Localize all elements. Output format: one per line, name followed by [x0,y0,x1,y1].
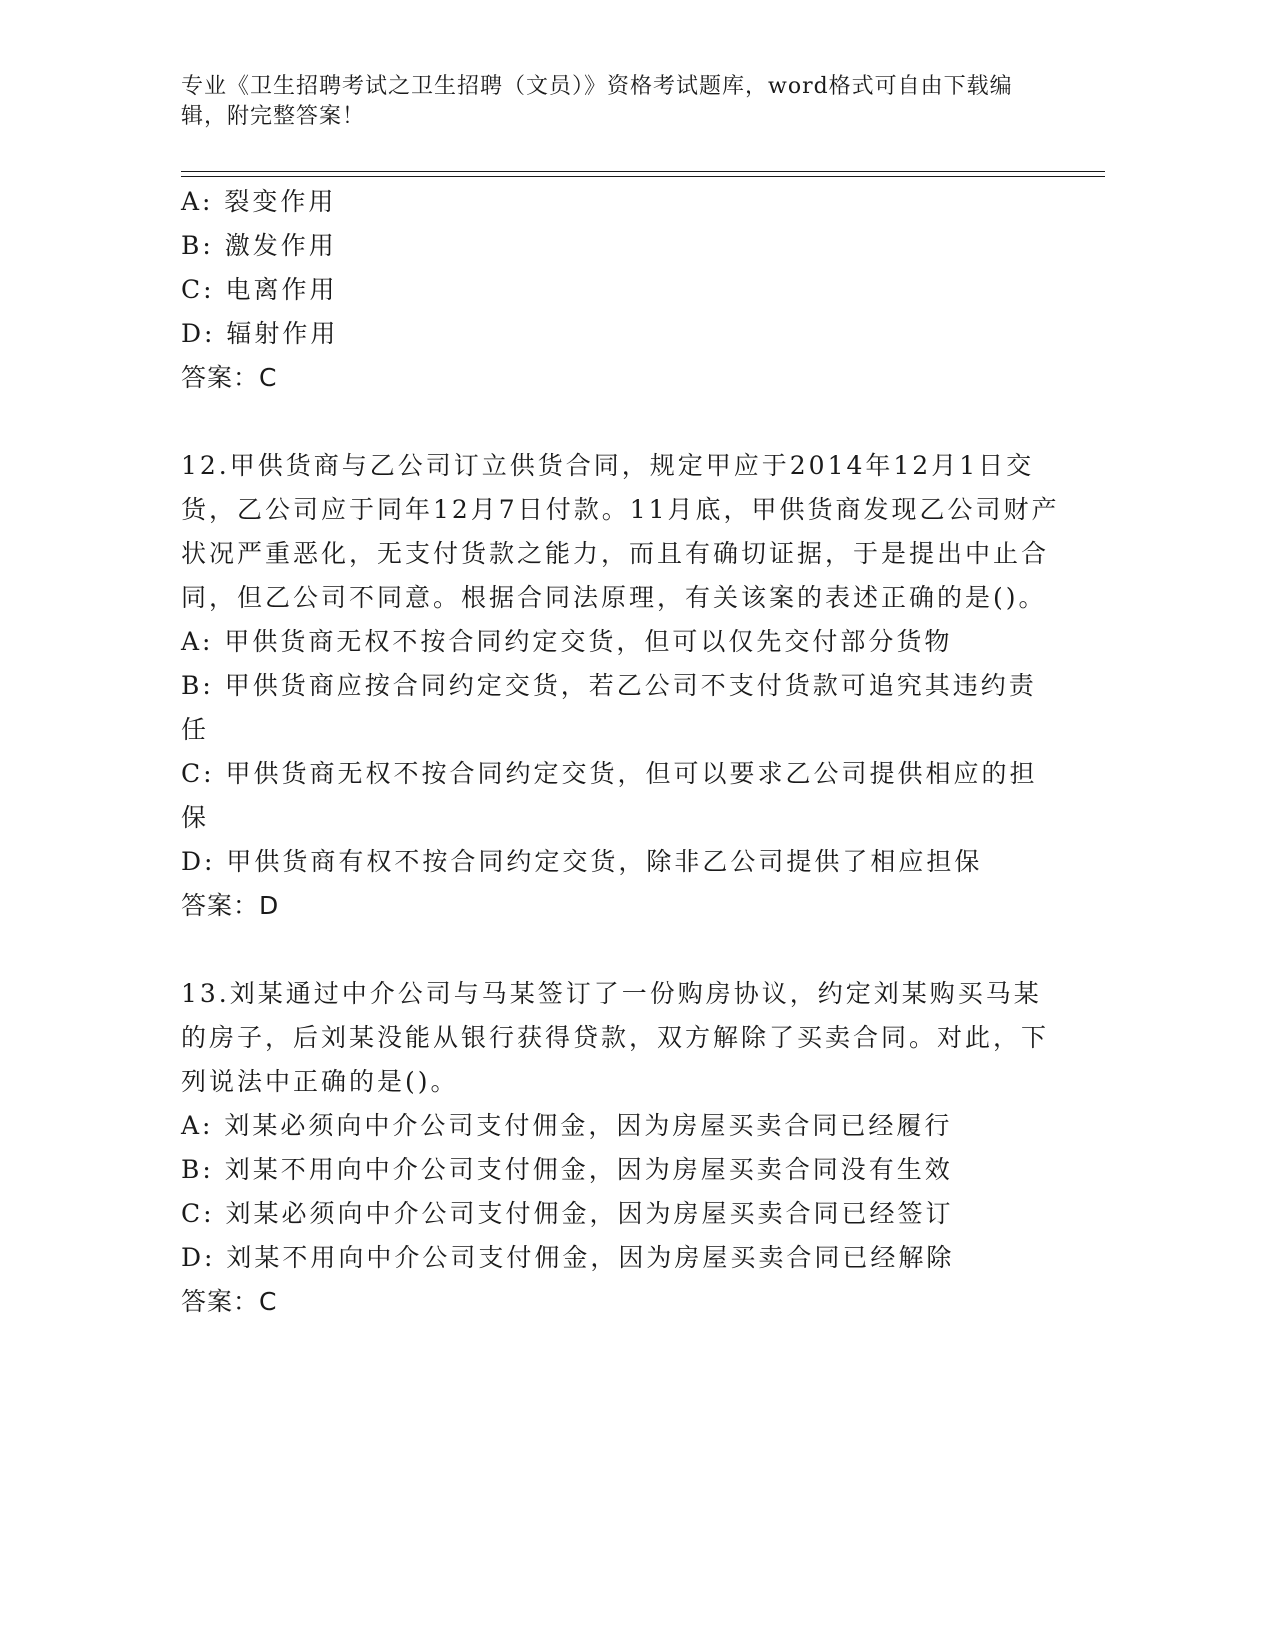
document-header [181,72,1041,132]
option-a: A: 裂变作用 [181,187,337,216]
header-text: 专业《卫生招聘考试之卫生招聘（文员）》资格考试题库，word格式可自由下载编辑，附完整答案！ [181,74,1013,129]
question-block-11 [181,180,1061,400]
spacer [181,928,1061,972]
answer-line: 答案：C [181,363,278,392]
question-content [181,180,1061,1324]
question-text: 13.刘某通过中介公司与马某签订了一份购房协议，约定刘某购买马某的房子，后刘某没能从银行获得贷款，双方解除了买卖合同。对此，下列说法中正确的是()。 [181,979,1050,1096]
option-c: C: 电离作用 [181,275,338,304]
option-a: A: 刘某必须向中介公司支付佣金，因为房屋买卖合同已经履行 [181,1111,953,1140]
option-b: B: 激发作用 [181,231,337,260]
option-c: C: 刘某必须向中介公司支付佣金，因为房屋买卖合同已经签订 [181,1199,954,1228]
option-d: D: 刘某不用向中介公司支付佣金，因为房屋买卖合同已经解除 [181,1243,955,1272]
option-a: A: 甲供货商无权不按合同约定交货，但可以仅先交付部分货物 [181,627,953,656]
header-divider-bottom [181,176,1105,177]
option-b: B: 甲供货商应按合同约定交货，若乙公司不支付货款可追究其违约责任 [181,671,1037,744]
spacer [181,400,1061,444]
option-d: D: 辐射作用 [181,319,339,348]
option-c: C: 甲供货商无权不按合同约定交货，但可以要求乙公司提供相应的担保 [181,759,1038,832]
option-d: D: 甲供货商有权不按合同约定交货，除非乙公司提供了相应担保 [181,847,983,876]
option-b: B: 刘某不用向中介公司支付佣金，因为房屋买卖合同没有生效 [181,1155,953,1184]
question-text: 12.甲供货商与乙公司订立供货合同，规定甲应于2014年12月1日交货，乙公司应于同年12月7日付款。11月底，甲供货商发现乙公司财产状况严重恶化，无支付货款之能力，而且有确切证据，于是提出中止合同，但乙公司不同意。根据合同法原理，有关该案的表述正确的是()。 [181,451,1060,612]
question-block-13 [181,972,1061,1324]
header-divider-top [181,171,1105,172]
question-block-12 [181,444,1061,928]
answer-line: 答案：D [181,891,280,920]
answer-line: 答案：C [181,1287,278,1316]
